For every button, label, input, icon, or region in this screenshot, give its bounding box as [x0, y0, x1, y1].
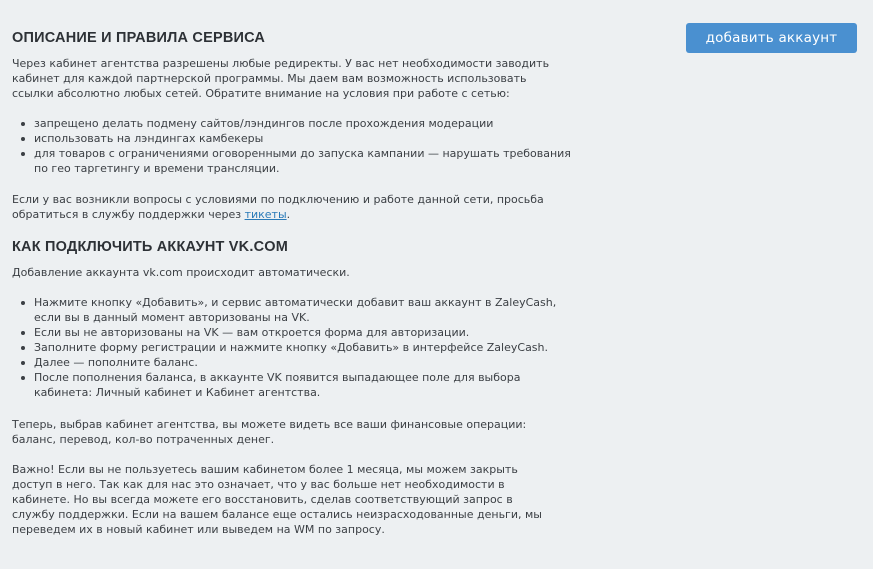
support-text: [12, 192, 557, 222]
list-item: Заполните форму регистрации и нажмите кнопку «Добавить» в интерфейсе ZaleyCash.: [34, 340, 579, 355]
agency-cabinet-text: Теперь, выбрав кабинет агентства, вы можете видеть все ваши финансовые операции: баланс, перевод, кол-во потраченных денег.: [12, 418, 527, 446]
list-item: использовать на лэндингах камбекеры: [34, 131, 579, 146]
list-item: запрещено делать подмену сайтов/лэндингов после прохождения модерации: [34, 116, 579, 131]
support-text-body: Если у вас возникли вопросы с условиями по подключению и работе данной сети, просьба обратиться в службу поддержки через: [12, 193, 544, 221]
section-title-rules: ОПИСАНИЕ И ПРАВИЛА СЕРВИСА: [12, 30, 266, 46]
list-item: Если вы не авторизованы на VK — вам откроется форма для авторизации.: [34, 325, 579, 340]
rules-intro-text: Через кабинет агентства разрешены любые редиректы. У вас нет необходимости заводить кабинет для каждой партнерской программы. Мы даем вам возможность использовать ссылки абсолютно любых сетей. Обратите внимание на условия при работе с сетью:: [12, 57, 550, 100]
list-item: Нажмите кнопку «Добавить», и сервис автоматически добавит ваш аккаунт в ZaleyCash, если вы в данный момент авторизованы на VK.: [34, 295, 579, 325]
tickets-link[interactable]: тикеты: [244, 208, 287, 221]
list-item: Далее — пополните баланс.: [34, 355, 579, 370]
vk-intro-text: Добавление аккаунта vk.com происходит автоматически.: [12, 266, 350, 279]
rules-list: [12, 116, 579, 176]
vk-steps-list: [12, 295, 579, 400]
support-text-end: .: [286, 208, 291, 221]
add-account-button[interactable]: добавить аккаунт: [686, 23, 857, 53]
list-item: После пополнения баланса, в аккаунте VK появится выпадающее поле для выбора кабинета: Личный кабинет и Кабинет агентства.: [34, 370, 579, 400]
list-item: для товаров с ограничениями оговоренными до запуска кампании — нарушать требования по гео таргетингу и времени трансляции.: [34, 146, 579, 176]
section-title-vk: КАК ПОДКЛЮЧИТЬ АККАУНТ VK.COM: [12, 239, 289, 255]
important-notice-text: Важно! Если вы не пользуетесь вашим кабинетом более 1 месяца, мы можем закрыть доступ в него. Так как для нас это означает, что у вас больше нет необходимости в кабинете. Но вы всегда можете его восстановить, сделав соответствующий запрос в службу поддержки. Если на вашем балансе еще остались неизрасходованные деньги, мы переведем их в новый кабинет или выведем на WM по запросу.: [12, 463, 542, 536]
